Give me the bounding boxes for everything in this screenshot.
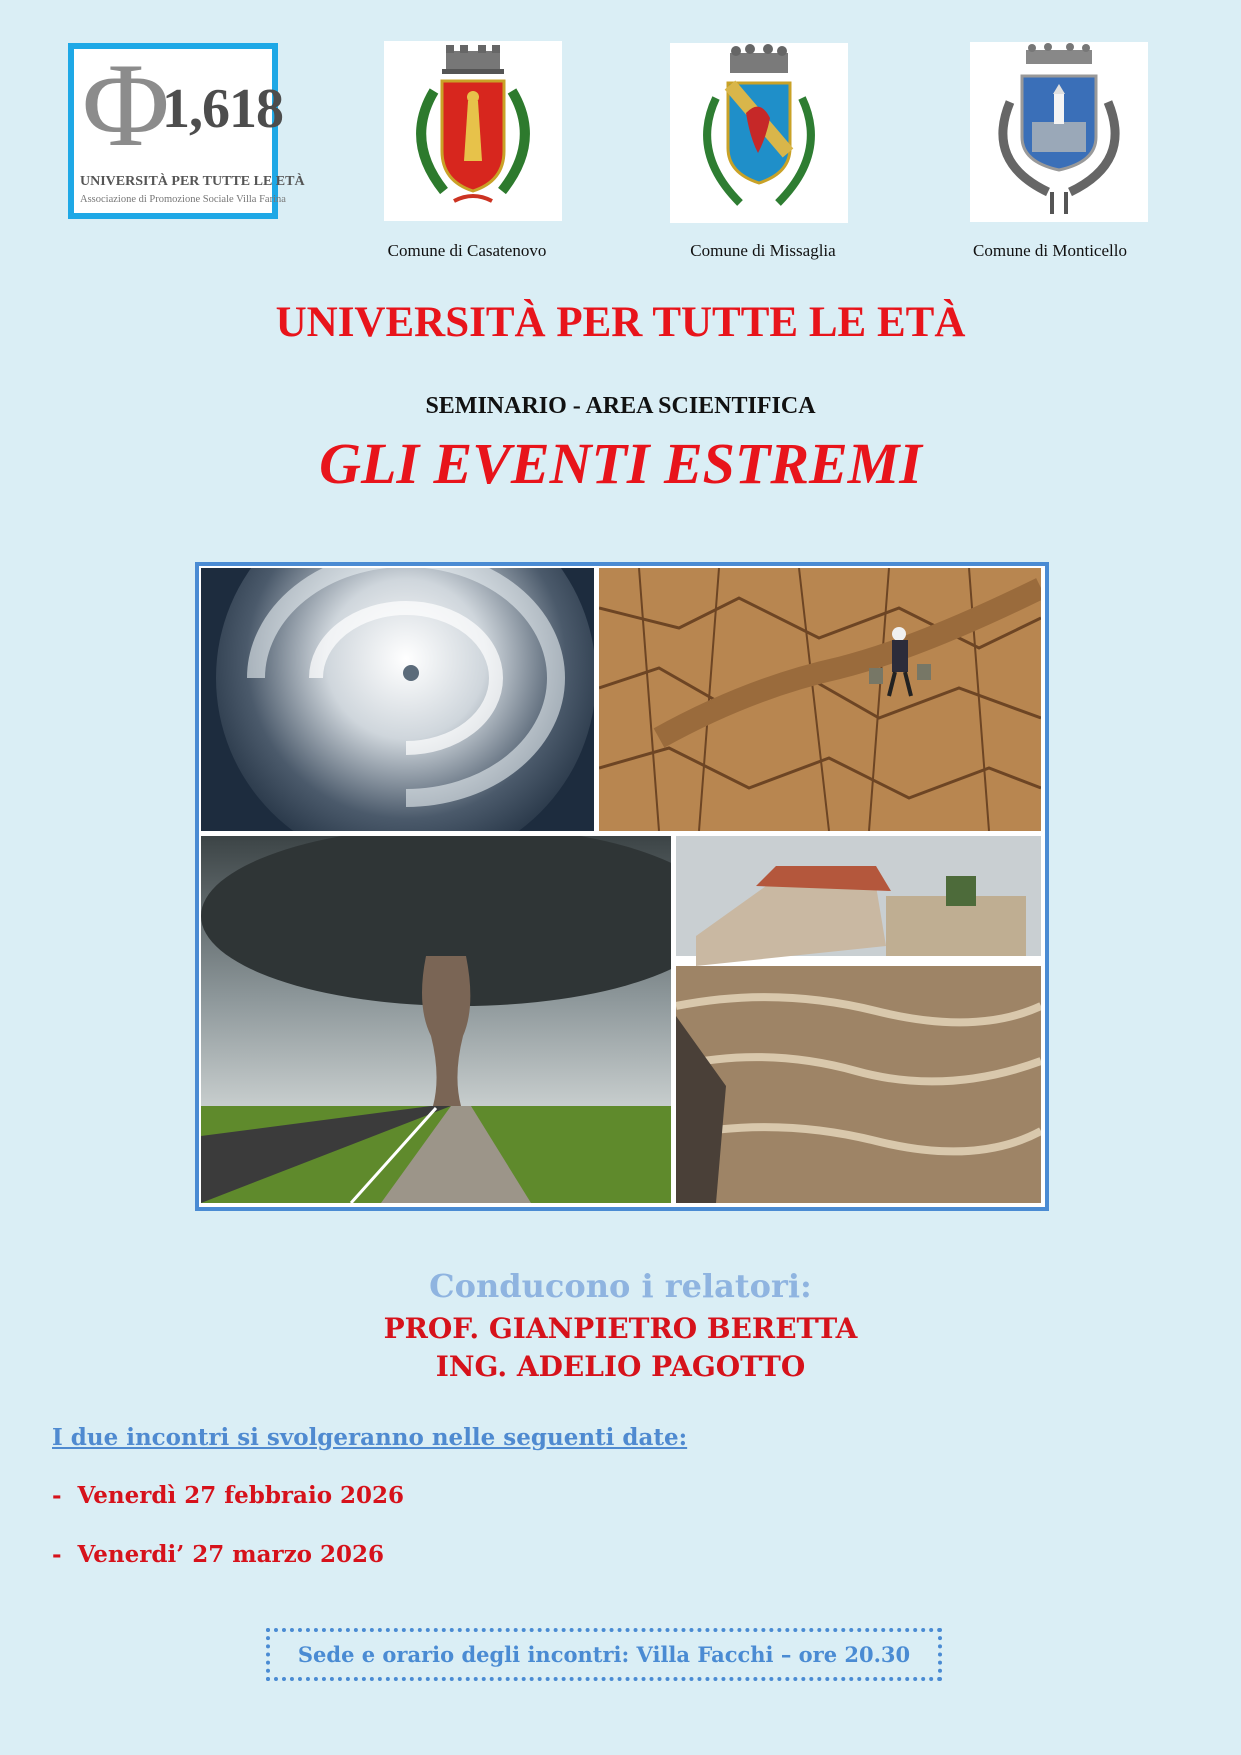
logo-number: 1,618 (162, 78, 283, 140)
association-logo (68, 38, 305, 219)
university-title: UNIVERSITÀ PER TUTTE LE ETÀ (275, 299, 966, 346)
caption-monticello: Comune di Monticello (973, 241, 1127, 260)
logo-phi-symbol: Φ (82, 38, 170, 171)
photo-collage (195, 562, 1049, 1211)
tornado-photo (201, 836, 671, 1203)
speaker-name: ING. ADELIO PAGOTTO (435, 1350, 806, 1383)
dates-intro: I due incontri si svolgeranno nelle seguenti date: (52, 1424, 688, 1451)
logo-line2: Associazione di Promozione Sociale Villa Farina (80, 194, 286, 205)
caption-casatenovo: Comune di Casatenovo (387, 241, 547, 260)
speaker-name: PROF. GIANPIETRO BERETTA (383, 1312, 858, 1345)
logo-line1: UNIVERSITÀ PER TUTTE LE ETÀ (80, 174, 305, 189)
crest-casatenovo-icon (384, 41, 562, 221)
caption-missaglia: Comune di Missaglia (690, 241, 836, 260)
drought-photo (599, 568, 1041, 831)
speakers-intro: Conducono i relatori: (429, 1267, 812, 1305)
hurricane-photo (201, 568, 594, 831)
seminar-subtitle: SEMINARIO - AREA SCIENTIFICA (425, 393, 816, 419)
crest-missaglia-icon (670, 43, 848, 223)
flood-photo (676, 836, 1041, 1203)
date-item: - Venerdi’ 27 marzo 2026 (52, 1541, 385, 1568)
event-title: GLI EVENTI ESTREMI (319, 431, 922, 496)
date-item: - Venerdì 27 febbraio 2026 (52, 1482, 405, 1509)
venue-box (266, 1628, 942, 1681)
venue-text: Sede e orario degli incontri: Villa Facchi – ore 20.30 (297, 1642, 911, 1667)
crest-monticello-icon (970, 42, 1148, 222)
